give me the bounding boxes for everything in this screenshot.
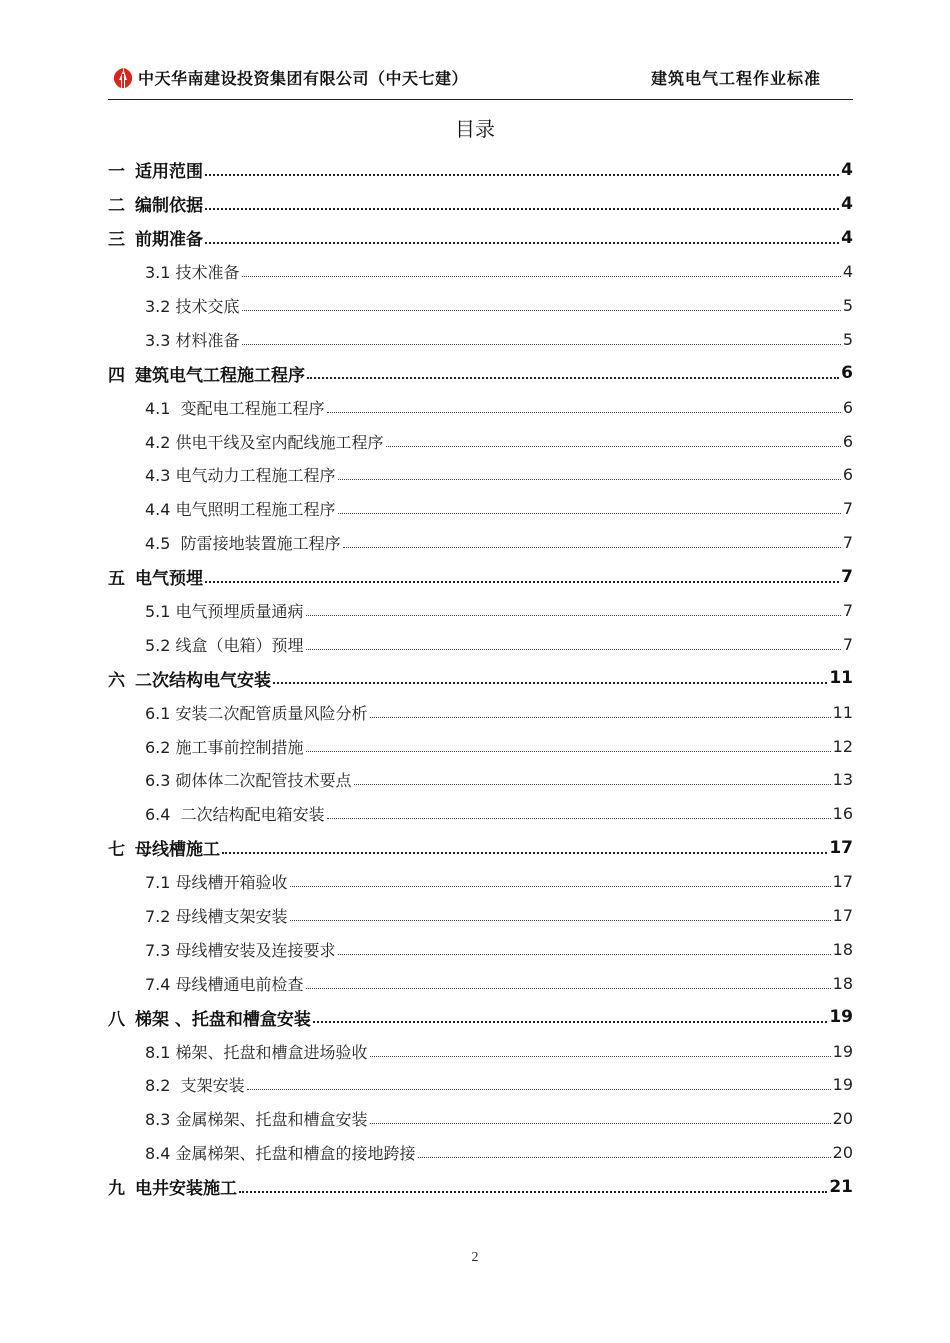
toc-entry-page: 19: [829, 1007, 853, 1028]
toc-section-entry[interactable]: [108, 695, 853, 729]
toc-entry-page: 12: [832, 736, 853, 756]
dot-leader: [205, 242, 839, 244]
toc-entry-number: 六: [108, 670, 125, 691]
dot-leader: [370, 717, 831, 718]
toc-entry-text: 电气预埋质量通病: [175, 602, 304, 622]
toc-entry-page: 6: [842, 397, 853, 417]
dot-leader: [338, 513, 841, 514]
document-title: 建筑电气工程作业标准: [650, 69, 821, 88]
toc-entry-label: [145, 599, 306, 622]
dot-leader: [307, 377, 839, 379]
toc-entry-label: [145, 633, 306, 656]
toc-entry-page: 4: [841, 227, 853, 248]
toc-section-entry[interactable]: [108, 966, 853, 1000]
toc-section-entry[interactable]: [108, 899, 853, 933]
toc-section-entry[interactable]: [108, 763, 853, 797]
dot-leader: [306, 751, 831, 752]
toc-entry-number: 一: [108, 162, 125, 183]
toc-section-entry[interactable]: [108, 390, 853, 424]
toc-entry-page: 6: [841, 363, 853, 384]
toc-chapter-entry[interactable]: [108, 1000, 853, 1034]
toc-entry-page: 18: [832, 939, 853, 959]
toc-entry-page: 7: [842, 601, 853, 621]
toc-entry-page: 20: [832, 1109, 853, 1129]
dot-leader: [386, 446, 841, 447]
dot-leader: [313, 1021, 827, 1023]
toc-entry-number: 8.3: [145, 1110, 171, 1130]
toc-entry-label: [108, 835, 222, 860]
toc-entry-page: 7: [842, 634, 853, 654]
toc-entry-label: [145, 1107, 370, 1130]
toc-entry-label: [145, 870, 290, 893]
toc-entry-label: [145, 497, 338, 520]
toc-entry-text: 电气动力工程施工程序: [175, 466, 336, 486]
toc-entry-label: [108, 564, 205, 589]
toc-entry-number: 6.1: [145, 703, 171, 723]
toc-entry-text: 二次结构配电箱安装: [175, 805, 325, 825]
toc-entry-number: 6.4: [145, 805, 171, 825]
toc-entry-label: [145, 294, 242, 317]
toc-entry-text: 金属梯架、托盘和槽盒安装: [175, 1110, 368, 1130]
toc-entry-text: 技术准备: [175, 263, 240, 283]
toc-entry-label: [145, 531, 343, 554]
toc-entry-text: 母线槽开箱验收: [175, 873, 288, 893]
toc-entry-number: 6.3: [145, 771, 171, 791]
toc-section-entry[interactable]: [108, 1102, 853, 1136]
toc-entry-text: 安装二次配管质量风险分析: [175, 703, 368, 723]
toc-section-entry[interactable]: [108, 1068, 853, 1102]
toc-entry-text: 电气预埋: [135, 569, 203, 590]
toc-entry-text: 建筑电气工程施工程序: [135, 365, 305, 386]
dot-leader: [205, 174, 839, 176]
toc-entry-label: [145, 463, 338, 486]
toc-title: 目录: [455, 117, 495, 141]
toc-entry-text: 变配电工程施工程序: [175, 398, 325, 418]
toc-entry-page: 21: [829, 1176, 853, 1197]
toc-entry-page: 5: [842, 329, 853, 349]
toc-section-entry[interactable]: [108, 322, 853, 356]
toc-entry-text: 母线槽施工: [135, 840, 220, 861]
toc-entry-text: 金属梯架、托盘和槽盒的接地跨接: [175, 1144, 416, 1164]
dot-leader: [306, 649, 841, 650]
toc-entry-number: 8.2: [145, 1076, 171, 1096]
header-divider: [108, 99, 853, 100]
dot-leader: [338, 954, 831, 955]
dot-leader: [327, 818, 831, 819]
toc-chapter-entry[interactable]: [108, 221, 853, 255]
toc-entry-number: 4.4: [145, 500, 171, 520]
table-of-contents: [108, 153, 853, 1204]
toc-entry-page: 4: [842, 262, 853, 282]
toc-entry-text: 防雷接地装置施工程序: [175, 534, 341, 554]
dot-leader: [327, 412, 841, 413]
toc-entry-number: 4.5: [145, 534, 171, 554]
dot-leader: [205, 581, 839, 583]
toc-entry-page: 11: [832, 702, 853, 722]
toc-chapter-entry[interactable]: [108, 153, 853, 187]
toc-entry-page: 19: [832, 1075, 853, 1095]
toc-entry-text: 线盒（电箱）预埋: [175, 635, 304, 655]
toc-section-entry[interactable]: [108, 729, 853, 763]
toc-entry-number: 6.2: [145, 737, 171, 757]
toc-entry-number: 4.1: [145, 398, 171, 418]
toc-entry-label: [145, 396, 327, 419]
dot-leader: [290, 886, 831, 887]
toc-entry-label: [108, 666, 273, 691]
toc-entry-text: 电井安装施工: [135, 1179, 237, 1200]
toc-section-entry[interactable]: [108, 424, 853, 458]
toc-chapter-entry[interactable]: [108, 356, 853, 390]
toc-chapter-entry[interactable]: [108, 661, 853, 695]
dot-leader: [205, 208, 839, 210]
toc-entry-label: [145, 1073, 247, 1096]
company-name: 中天华南建设投资集团有限公司（中天七建）: [138, 69, 469, 88]
toc-entry-label: [145, 904, 290, 927]
toc-entry-text: 梯架 、托盘和槽盒安装: [135, 1009, 311, 1030]
toc-entry-page: 18: [832, 973, 853, 993]
dot-leader: [370, 1056, 831, 1057]
toc-entry-text: 前期准备: [135, 230, 203, 251]
toc-entry-page: 11: [829, 668, 853, 689]
toc-entry-label: [145, 938, 338, 961]
toc-entry-number: 7.3: [145, 940, 171, 960]
toc-entry-number: 三: [108, 230, 125, 251]
toc-entry-label: [145, 768, 354, 791]
toc-section-entry[interactable]: [108, 492, 853, 526]
page-number: 2: [471, 1250, 479, 1265]
company-logo-icon: [112, 67, 134, 89]
toc-entry-text: 母线槽支架安装: [175, 907, 288, 927]
toc-entry-page: 7: [841, 566, 853, 587]
toc-entry-text: 适用范围: [135, 162, 203, 183]
toc-entry-text: 二次结构电气安装: [135, 670, 271, 691]
toc-entry-text: 母线槽通电前检查: [175, 974, 304, 994]
toc-entry-label: [145, 430, 386, 453]
toc-entry-label: [145, 1141, 418, 1164]
toc-entry-number: 7.2: [145, 907, 171, 927]
toc-entry-text: 材料准备: [175, 330, 240, 350]
dot-leader: [242, 276, 841, 277]
toc-entry-label: [108, 191, 205, 216]
toc-entry-number: 七: [108, 840, 125, 861]
toc-entry-text: 砌体体二次配管技术要点: [175, 771, 352, 791]
dot-leader: [343, 547, 841, 548]
toc-section-entry[interactable]: [108, 797, 853, 831]
toc-chapter-entry[interactable]: [108, 1170, 853, 1204]
toc-chapter-entry[interactable]: [108, 187, 853, 221]
dot-leader: [247, 1089, 831, 1090]
toc-entry-page: 7: [842, 499, 853, 519]
toc-section-entry[interactable]: [108, 865, 853, 899]
dot-leader: [239, 1191, 827, 1193]
toc-entry-number: 3.1: [145, 263, 171, 283]
toc-section-entry[interactable]: [108, 932, 853, 966]
dot-leader: [338, 479, 841, 480]
toc-entry-number: 二: [108, 196, 125, 217]
dot-leader: [354, 784, 831, 785]
toc-entry-page: 16: [832, 804, 853, 824]
toc-entry-label: [145, 328, 242, 351]
toc-entry-text: 编制依据: [135, 196, 203, 217]
toc-entry-page: 19: [832, 1041, 853, 1061]
toc-entry-text: 技术交底: [175, 297, 240, 316]
toc-entry-page: 4: [841, 159, 853, 180]
toc-chapter-entry[interactable]: [108, 831, 853, 865]
toc-entry-label: [145, 972, 306, 995]
toc-entry-number: 8.4: [145, 1144, 171, 1164]
toc-entry-page: 4: [841, 193, 853, 214]
toc-entry-page: 17: [829, 837, 853, 858]
page-header: [108, 62, 853, 99]
toc-section-entry[interactable]: [108, 255, 853, 289]
toc-entry-label: [108, 225, 205, 250]
toc-entry-number: 3.2: [145, 297, 171, 316]
dot-leader: [222, 852, 827, 854]
toc-entry-number: 7.4: [145, 974, 171, 994]
dot-leader: [242, 310, 841, 311]
toc-entry-label: [108, 157, 205, 182]
toc-entry-number: 4.2: [145, 432, 171, 452]
toc-entry-label: [108, 1174, 239, 1199]
toc-entry-label: [108, 1005, 313, 1030]
toc-entry-number: 3.3: [145, 330, 171, 350]
dot-leader: [290, 920, 831, 921]
toc-section-entry[interactable]: [108, 526, 853, 560]
toc-entry-label: [145, 735, 306, 758]
toc-entry-page: 5: [842, 296, 853, 315]
toc-entry-number: 7.1: [145, 873, 171, 893]
toc-entry-number: 4.3: [145, 466, 171, 486]
toc-section-entry[interactable]: [108, 1136, 853, 1170]
dot-leader: [242, 344, 841, 345]
toc-entry-text: 母线槽安装及连接要求: [175, 940, 336, 960]
toc-entry-label: [145, 701, 370, 724]
dot-leader: [306, 988, 831, 989]
toc-entry-label: [108, 361, 307, 386]
toc-entry-label: [145, 802, 327, 825]
toc-chapter-entry[interactable]: [108, 560, 853, 594]
toc-entry-number: 5.1: [145, 602, 171, 622]
toc-entry-page: 17: [832, 872, 853, 892]
toc-entry-text: 支架安装: [175, 1076, 245, 1096]
toc-entry-page: 6: [842, 431, 853, 451]
toc-entry-text: 供电干线及室内配线施工程序: [175, 432, 384, 452]
toc-entry-number: 5.2: [145, 635, 171, 655]
toc-entry-page: 13: [832, 770, 853, 790]
dot-leader: [370, 1123, 831, 1124]
toc-entry-number: 九: [108, 1179, 125, 1200]
toc-entry-number: 四: [108, 365, 125, 386]
toc-entry-text: 梯架、托盘和槽盒进场验收: [175, 1042, 368, 1062]
dot-leader: [306, 615, 841, 616]
toc-entry-page: 20: [832, 1143, 853, 1163]
toc-entry-number: 八: [108, 1009, 125, 1030]
toc-entry-page: 7: [842, 533, 853, 553]
dot-leader: [273, 682, 827, 684]
toc-entry-number: 8.1: [145, 1042, 171, 1062]
toc-entry-label: [145, 260, 242, 283]
toc-section-entry[interactable]: [108, 627, 853, 661]
toc-section-entry[interactable]: [108, 289, 853, 323]
toc-entry-text: 施工事前控制措施: [175, 737, 304, 757]
toc-entry-label: [145, 1040, 370, 1063]
toc-entry-number: 五: [108, 569, 125, 590]
toc-entry-page: 17: [832, 906, 853, 926]
toc-entry-page: 6: [842, 465, 853, 485]
toc-section-entry[interactable]: [108, 1034, 853, 1068]
toc-section-entry[interactable]: [108, 594, 853, 628]
dot-leader: [418, 1157, 831, 1158]
toc-section-entry[interactable]: [108, 458, 853, 492]
toc-entry-text: 电气照明工程施工程序: [175, 500, 336, 520]
